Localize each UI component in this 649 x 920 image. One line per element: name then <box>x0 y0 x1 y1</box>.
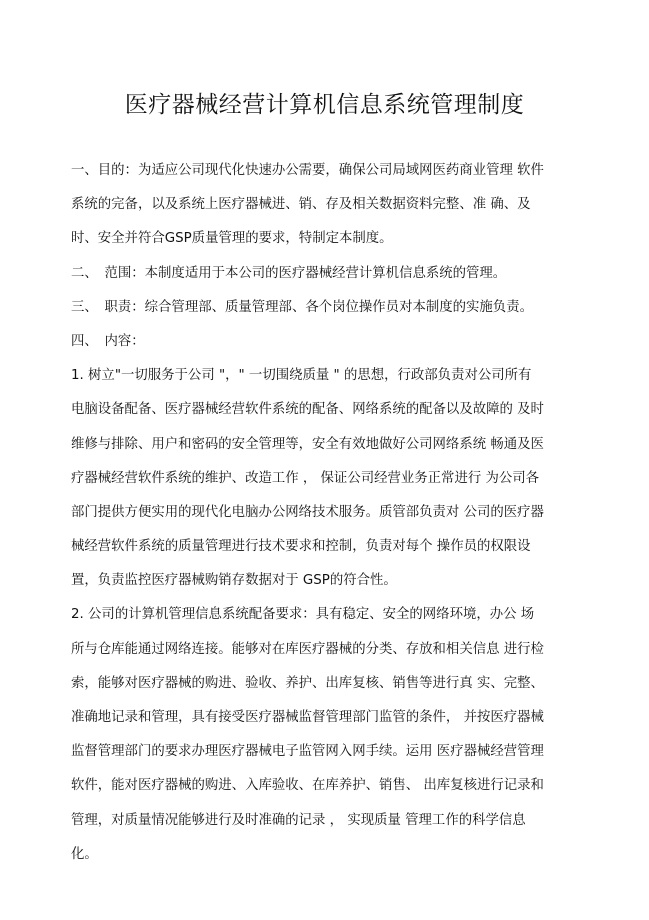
body-line: 部门提供方便实用的现代化电脑办公网络技术服务。质管部负责对 公司的医疗器 <box>71 504 544 520</box>
body-line: 1. 树立"一切服务于公司 "，" 一切围绕质量 " 的思想，行政部负责对公司所有 <box>71 368 532 384</box>
body-line: 械经营软件系统的质量管理进行技术要求和控制，负责对每个 操作员的权限设 <box>71 539 531 555</box>
body-line: 系统的完备，以及系统上医疗器械进、销、存及相关数据资料完整、准 确、及 <box>71 197 531 213</box>
body-line: 三、 职责：综合管理部、质量管理部、各个岗位操作员对本制度的实施负责。 <box>71 299 533 315</box>
body-line: 二、 范围：本制度适用于本公司的医疗器械经营计算机信息系统的管理。 <box>71 265 507 281</box>
body-line: 所与仓库能通过网络连接。能够对在库医疗器械的分类、存放和相关信息 进行检 <box>71 641 544 657</box>
body-line: 索，能够对医疗器械的购进、验收、养护、出库复核、销售等进行真 实、完整、 <box>71 675 544 691</box>
body-line: 软件，能对医疗器械的购进、入库验收、在库养护、销售、 出库复核进行记录和 <box>71 778 544 794</box>
body-line: 监督管理部门的要求办理医疗器械电子监管网入网手续。运用 医疗器械经营管理 <box>71 744 544 760</box>
body-line: 化。 <box>71 846 98 862</box>
body-line: 疗器械经营软件系统的维护、改造工作 ， 保证公司经营业务正常进行 为公司各 <box>71 470 540 486</box>
document-body <box>71 158 581 876</box>
body-line: 置，负责监控医疗器械购销存数据对于 GSP的符合性。 <box>71 573 397 589</box>
body-line: 电脑设备配备、医疗器械经营软件系统的配备、网络系统的配备以及故障的 及时 <box>71 402 544 418</box>
body-line: 四、 内容： <box>71 333 145 349</box>
document-title: 医疗器械经营计算机信息系统管理制度 <box>124 92 525 118</box>
body-line: 2. 公司的计算机管理信息系统配备要求：具有稳定、安全的网络环境，办公 场 <box>71 607 535 623</box>
body-line: 时、安全并符合GSP质量管理的要求，特制定本制度。 <box>71 231 393 247</box>
body-line: 准确地记录和管理，具有接受医疗器械监督管理部门监管的条件， 并按医疗器械 <box>71 710 544 725</box>
body-line: 一、目的：为适应公司现代化快速办公需要，确保公司局域网医药商业管理 软件 <box>71 163 544 178</box>
body-line: 管理，对质量情况能够进行及时准确的记录 ， 实现质量 管理工作的科学信息 <box>71 812 526 828</box>
body-line: 维修与排除、用户和密码的安全管理等，安全有效地做好公司网络系统 畅通及医 <box>71 436 544 452</box>
